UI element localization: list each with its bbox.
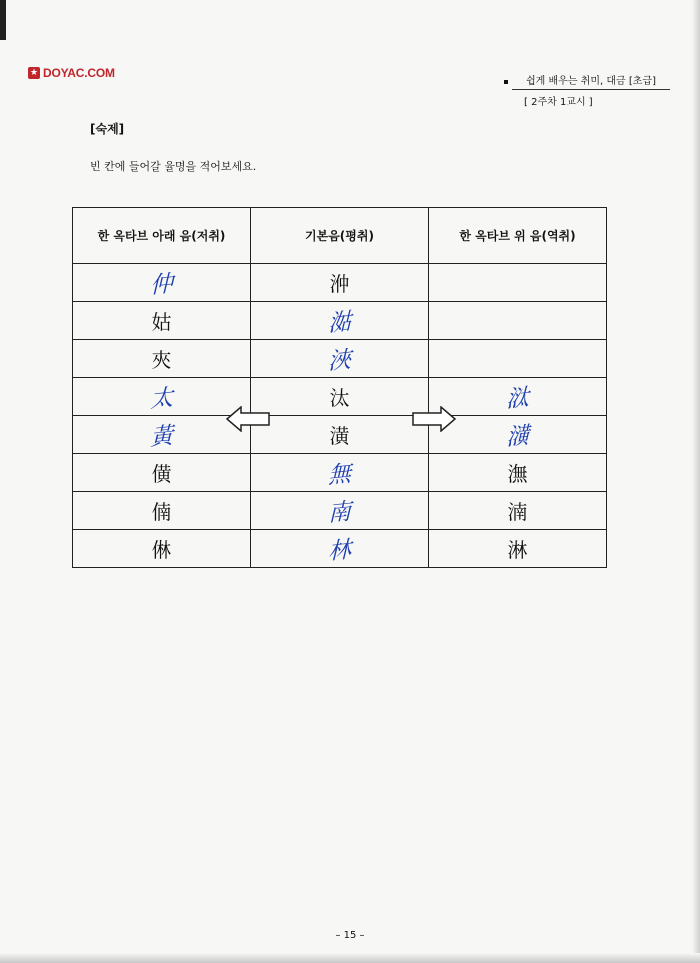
table-row bbox=[73, 416, 607, 454]
table-row bbox=[73, 492, 607, 530]
homework-instruction: 빈 칸에 들어갈 율명을 적어보세요. bbox=[90, 160, 257, 173]
handwritten-answer: 林 bbox=[328, 536, 351, 566]
header-high-octave: 한 옥타브 위 음(역취) bbox=[429, 208, 607, 264]
handwritten-answer: 無 bbox=[328, 460, 351, 490]
table-row bbox=[73, 340, 607, 378]
header-base-tone: 기본음(평취) bbox=[251, 208, 429, 264]
low-cell: 夾 bbox=[73, 340, 251, 378]
doyac-logo bbox=[28, 66, 115, 80]
handwritten-answer: 黃 bbox=[150, 422, 173, 452]
low-cell: 㑣 bbox=[73, 530, 251, 568]
scan-bottom-shadow bbox=[0, 953, 700, 963]
scan-edge-shadow bbox=[692, 0, 700, 963]
low-cell bbox=[73, 264, 251, 302]
low-cell bbox=[73, 416, 251, 454]
table-row bbox=[73, 454, 607, 492]
handwritten-answer: 㳲 bbox=[506, 384, 529, 414]
handwritten-answer: 㶂 bbox=[506, 422, 529, 452]
table-row bbox=[73, 302, 607, 340]
high-cell bbox=[429, 340, 607, 378]
mid-cell: 㳞 bbox=[251, 264, 429, 302]
course-title: 쉽게 배우는 취미, 대금 [초급] bbox=[512, 72, 670, 90]
high-cell: 湳 bbox=[429, 492, 607, 530]
mid-cell: 潢 bbox=[251, 416, 429, 454]
high-cell: 潕 bbox=[429, 454, 607, 492]
mid-cell: 汰 bbox=[251, 378, 429, 416]
star-logo-icon: ★ bbox=[29, 68, 39, 78]
mid-cell bbox=[251, 530, 429, 568]
scan-edge-mark bbox=[0, 0, 6, 40]
logo-text: DOYAC.COM bbox=[43, 66, 115, 80]
mid-cell bbox=[251, 492, 429, 530]
high-cell: 淋 bbox=[429, 530, 607, 568]
handwritten-answer: 㴌 bbox=[328, 308, 351, 338]
arrow-right-icon bbox=[412, 406, 456, 432]
lesson-label: [ 2주차 1교시 ] bbox=[524, 97, 593, 108]
low-cell bbox=[73, 378, 251, 416]
page-number: – 15 – bbox=[335, 930, 365, 941]
arrow-left-icon bbox=[226, 406, 270, 432]
pitch-name-table bbox=[72, 207, 607, 568]
low-cell: 僙 bbox=[73, 454, 251, 492]
high-cell bbox=[429, 302, 607, 340]
handwritten-answer: 仲 bbox=[150, 270, 173, 300]
high-cell bbox=[429, 264, 607, 302]
mid-cell bbox=[251, 302, 429, 340]
handwritten-answer: 浹 bbox=[328, 346, 351, 376]
homework-title: [숙제] bbox=[90, 122, 125, 136]
table-row bbox=[73, 378, 607, 416]
course-header bbox=[512, 72, 670, 108]
header-low-octave: 한 옥타브 아래 음(저취) bbox=[73, 208, 251, 264]
low-cell: 姑 bbox=[73, 302, 251, 340]
table-header-row bbox=[73, 208, 607, 264]
table-row bbox=[73, 530, 607, 568]
mid-cell bbox=[251, 454, 429, 492]
handwritten-answer: 南 bbox=[328, 498, 351, 528]
low-cell: 㑲 bbox=[73, 492, 251, 530]
mid-cell bbox=[251, 340, 429, 378]
handwritten-answer: 太 bbox=[150, 384, 173, 414]
table-row bbox=[73, 264, 607, 302]
